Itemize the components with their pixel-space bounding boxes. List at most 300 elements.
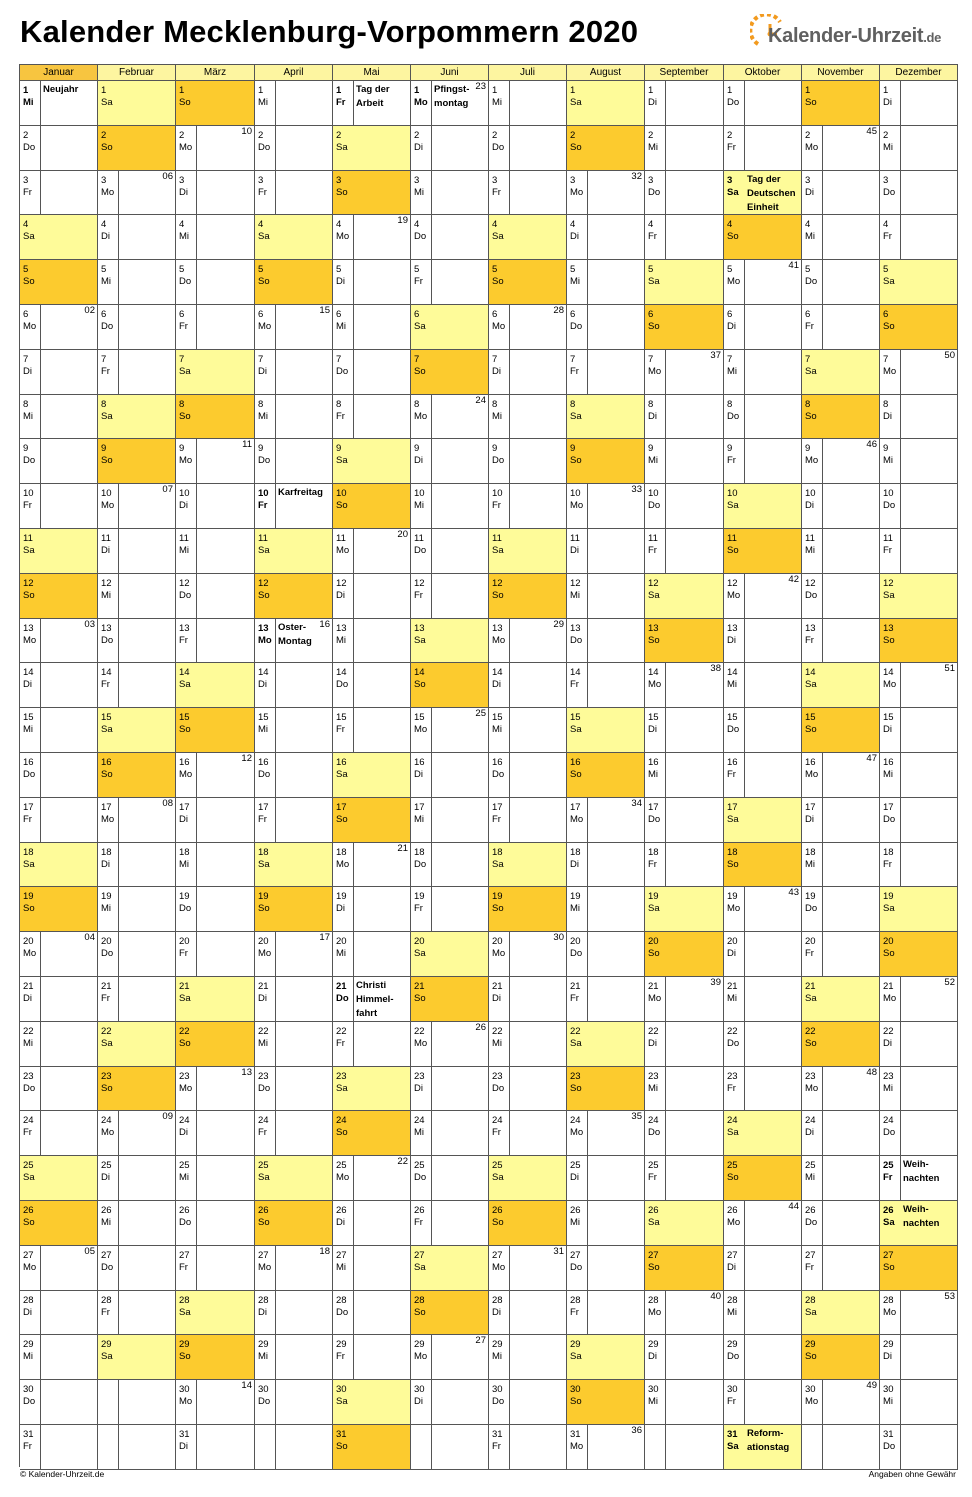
day-note-area — [276, 663, 332, 707]
day-cell — [489, 171, 567, 215]
day-note-area — [588, 260, 644, 304]
day-cell — [802, 171, 880, 215]
day-label: 14 Di — [20, 663, 41, 707]
day-cell — [333, 708, 411, 753]
day-label: 10 Di — [176, 484, 197, 528]
day-cell — [645, 484, 724, 529]
day-label: 15 Di — [880, 708, 901, 752]
week-number: 38 — [710, 663, 721, 674]
day-note-area — [823, 171, 879, 214]
day-cell — [724, 932, 802, 977]
day-label: 24 Mi — [411, 1111, 432, 1155]
week-number: 25 — [475, 708, 486, 719]
day-note-area — [354, 350, 410, 394]
day-cell — [802, 260, 880, 305]
day-cell — [20, 708, 98, 753]
day-cell — [724, 887, 802, 932]
day-note-area — [745, 81, 801, 125]
day-cell — [255, 260, 333, 305]
day-note-area — [745, 260, 801, 304]
day-label: 1 Sa — [98, 81, 119, 125]
day-label: 25 Fr — [645, 1156, 666, 1200]
day-label: 2 Fr — [724, 126, 745, 170]
day-label: 11 Fr — [880, 529, 901, 573]
day-note-area — [510, 932, 566, 976]
day-note-area — [119, 305, 175, 349]
day-label: 12 Sa — [880, 574, 901, 618]
day-label: 4 Fr — [880, 215, 901, 259]
day-note-area — [432, 932, 488, 976]
day-label: 12 Mi — [98, 574, 119, 618]
day-note-area — [901, 708, 957, 752]
day-note-area — [197, 484, 254, 528]
day-note-area — [354, 843, 410, 886]
day-label: 30 Mo — [802, 1380, 823, 1424]
day-label: 3 Mo — [98, 171, 119, 214]
day-note-area — [666, 574, 723, 618]
day-label: 9 Do — [489, 439, 510, 483]
day-label: 8 Mi — [255, 395, 276, 438]
day-note-area — [41, 439, 97, 483]
week-number: 13 — [241, 1067, 252, 1078]
day-label: 25 Di — [98, 1156, 119, 1200]
day-label: 28 Di — [255, 1291, 276, 1334]
day-label: 11 So — [724, 529, 745, 573]
day-note-area — [823, 1291, 879, 1334]
day-note-area — [901, 439, 957, 483]
day-note-area — [901, 1425, 957, 1469]
day-label: 19 Mi — [567, 887, 588, 931]
day-label: 20 So — [645, 932, 666, 976]
day-cell — [20, 305, 98, 350]
holiday-cell — [333, 977, 411, 1022]
day-note-area — [432, 843, 488, 886]
day-label: 10 Do — [645, 484, 666, 528]
day-cell — [98, 574, 176, 619]
day-cell — [724, 1201, 802, 1246]
day-cell — [411, 1111, 489, 1156]
day-label: 1 So — [802, 81, 823, 125]
day-cell — [98, 708, 176, 753]
day-label: 9 Mo — [802, 439, 823, 483]
day-cell — [333, 619, 411, 663]
day-label: 24 Di — [802, 1111, 823, 1155]
day-note-area — [197, 81, 254, 125]
day-label: 5 So — [489, 260, 510, 304]
day-label: 19 Sa — [880, 887, 901, 931]
day-note-area — [901, 1201, 957, 1245]
day-note-area — [588, 171, 644, 214]
day-note-area — [823, 260, 879, 304]
day-note-area — [197, 171, 254, 214]
day-note-area — [510, 81, 566, 125]
day-note-area — [901, 305, 957, 349]
month-header: September — [645, 65, 724, 81]
copyright-note: © Kalender-Uhrzeit.de — [20, 1469, 105, 1479]
holiday-cell — [333, 81, 411, 126]
day-cell — [98, 81, 176, 126]
day-cell — [567, 215, 645, 260]
day-cell — [567, 977, 645, 1022]
day-cell — [411, 932, 489, 977]
day-label: 7 Sa — [176, 350, 197, 394]
day-note-area — [745, 439, 801, 483]
day-cell — [98, 171, 176, 215]
day-label: 26 So — [489, 1201, 510, 1245]
week-number: 27 — [475, 1335, 486, 1346]
day-label: 22 So — [802, 1022, 823, 1066]
day-note-area — [276, 1067, 332, 1110]
day-label: 22 Sa — [98, 1022, 119, 1066]
day-label: 27 Do — [567, 1246, 588, 1290]
day-cell — [411, 260, 489, 305]
week-number: 04 — [84, 932, 95, 943]
day-note-area — [354, 1425, 410, 1469]
day-note-area — [197, 1425, 254, 1469]
day-cell — [489, 843, 567, 887]
day-label: 4 Sa — [489, 215, 510, 259]
day-note-area — [510, 126, 566, 170]
day-cell — [255, 1380, 333, 1425]
day-label: 11 Mi — [176, 529, 197, 573]
day-label: 15 Mi — [255, 708, 276, 752]
week-number: 32 — [631, 171, 642, 182]
day-note-area — [354, 1111, 410, 1155]
day-cell — [333, 887, 411, 932]
day-label: 19 Do — [802, 887, 823, 931]
day-cell — [98, 1291, 176, 1335]
day-label: 23 Mo — [802, 1067, 823, 1110]
day-cell — [98, 1246, 176, 1291]
day-label: 27 Mo — [489, 1246, 510, 1290]
day-cell — [489, 215, 567, 260]
day-cell — [724, 1335, 802, 1380]
day-note-area — [354, 1335, 410, 1379]
day-label: 1 So — [176, 81, 197, 125]
day-note-area — [354, 753, 410, 797]
day-note-area — [745, 798, 801, 842]
day-cell — [489, 395, 567, 439]
day-note-area — [41, 1022, 97, 1066]
week-number: 21 — [397, 843, 408, 854]
day-note-area — [510, 350, 566, 394]
calendar-grid — [19, 64, 958, 1467]
day-cell — [98, 1156, 176, 1201]
day-cell — [411, 350, 489, 395]
day-note-area — [666, 708, 723, 752]
day-note-area — [666, 1335, 723, 1379]
day-label: 5 Fr — [411, 260, 432, 304]
day-cell — [567, 753, 645, 798]
day-note-area — [823, 1246, 879, 1290]
day-cell — [880, 529, 958, 574]
day-note-area — [510, 663, 566, 707]
day-note-area — [119, 1201, 175, 1245]
day-cell — [567, 1380, 645, 1425]
day-cell — [176, 305, 255, 350]
day-label: 27 So — [645, 1246, 666, 1290]
day-note-area — [41, 215, 97, 259]
week-number: 06 — [162, 171, 173, 182]
day-label: 18 Mo — [333, 843, 354, 886]
day-cell — [645, 81, 724, 126]
day-label: 21 So — [411, 977, 432, 1021]
day-label: 12 So — [489, 574, 510, 618]
day-label: 23 Mi — [645, 1067, 666, 1110]
day-note-area — [588, 1201, 644, 1245]
day-cell — [411, 395, 489, 439]
day-cell — [176, 663, 255, 708]
day-label: 26 Mi — [98, 1201, 119, 1245]
day-note-area — [666, 932, 723, 976]
day-cell — [489, 663, 567, 708]
day-label: 31 So — [333, 1425, 354, 1469]
day-label: 20 Do — [567, 932, 588, 976]
day-cell — [880, 753, 958, 798]
day-label: 6 Do — [567, 305, 588, 349]
day-cell — [802, 81, 880, 126]
day-note-area — [354, 439, 410, 483]
day-note-area — [197, 1246, 254, 1290]
day-note-area — [119, 798, 175, 842]
day-cell — [724, 439, 802, 484]
day-note-area — [588, 1335, 644, 1379]
day-cell — [880, 1111, 958, 1156]
day-note-area — [823, 887, 879, 931]
day-label: 29 Mo — [411, 1335, 432, 1379]
day-note-area — [588, 798, 644, 842]
day-label: 22 Mo — [411, 1022, 432, 1066]
day-note-area — [432, 574, 488, 618]
day-label: 29 Sa — [567, 1335, 588, 1379]
day-cell — [567, 887, 645, 932]
day-note-area — [276, 350, 332, 394]
day-cell — [489, 977, 567, 1022]
day-label: 6 Di — [724, 305, 745, 349]
day-label: 8 Di — [880, 395, 901, 438]
day-note-area — [510, 798, 566, 842]
day-label: 13 Do — [98, 619, 119, 662]
day-cell — [255, 395, 333, 439]
day-cell — [489, 619, 567, 663]
day-note-area — [901, 350, 957, 394]
day-label: 10 Sa — [724, 484, 745, 528]
day-label: 16 Mi — [645, 753, 666, 797]
day-note-area — [901, 753, 957, 797]
holiday-name: Christi Himmel- fahrt — [356, 980, 394, 1019]
day-note-area — [510, 1111, 566, 1155]
day-note-area — [510, 171, 566, 214]
day-label: 25 Sa — [20, 1156, 41, 1200]
day-note-area — [197, 753, 254, 797]
day-cell — [255, 932, 333, 977]
day-label: 20 Di — [724, 932, 745, 976]
day-label: 12 So — [20, 574, 41, 618]
day-label: 15 Mi — [20, 708, 41, 752]
day-label: 30 Mi — [645, 1380, 666, 1424]
day-note-area — [823, 977, 879, 1021]
day-label: 11 Mo — [333, 529, 354, 573]
day-label: 9 Sa — [333, 439, 354, 483]
day-label: 29 Sa — [98, 1335, 119, 1379]
day-note-area — [276, 1380, 332, 1424]
day-cell — [567, 708, 645, 753]
day-label: 21 Fr — [98, 977, 119, 1021]
day-label: 19 So — [20, 887, 41, 931]
day-label: 8 Fr — [333, 395, 354, 438]
day-label: 10 Fr — [489, 484, 510, 528]
day-note-area — [119, 350, 175, 394]
day-label: 18 Sa — [255, 843, 276, 886]
day-label: 17 Fr — [489, 798, 510, 842]
day-label: 4 So — [724, 215, 745, 259]
day-label: 11 Sa — [489, 529, 510, 573]
day-cell — [255, 1335, 333, 1380]
day-label: 9 Fr — [724, 439, 745, 483]
day-note-area — [276, 484, 332, 528]
day-label: 19 Mo — [724, 887, 745, 931]
month-header: Dezember — [880, 65, 958, 81]
day-label: 25 Di — [567, 1156, 588, 1200]
day-label: 15 Do — [724, 708, 745, 752]
day-cell — [567, 439, 645, 484]
day-label: 14 Mi — [724, 663, 745, 707]
day-label — [98, 1380, 119, 1424]
day-note-area — [588, 439, 644, 483]
week-number: 34 — [631, 798, 642, 809]
day-label: 17 Di — [176, 798, 197, 842]
day-note-area — [745, 574, 801, 618]
day-label: 17 Mo — [98, 798, 119, 842]
day-label: 5 So — [255, 260, 276, 304]
day-note-area — [666, 529, 723, 573]
day-cell — [98, 843, 176, 887]
day-cell — [645, 708, 724, 753]
day-label: 22 Do — [724, 1022, 745, 1066]
day-note-area — [588, 663, 644, 707]
day-label: 16 So — [98, 753, 119, 797]
day-note-area — [354, 126, 410, 170]
day-cell — [724, 1022, 802, 1067]
week-number: 48 — [866, 1067, 877, 1078]
day-cell — [567, 1425, 645, 1470]
day-cell — [98, 663, 176, 708]
day-note-area — [197, 395, 254, 438]
day-note-area — [276, 1291, 332, 1334]
day-note-area — [666, 977, 723, 1021]
brand-logo[interactable] — [750, 14, 960, 56]
day-label: 17 Fr — [255, 798, 276, 842]
day-note-area — [588, 1067, 644, 1110]
day-label: 15 So — [176, 708, 197, 752]
day-cell — [411, 484, 489, 529]
day-note-area — [745, 350, 801, 394]
day-note-area — [432, 260, 488, 304]
day-label: 8 Sa — [567, 395, 588, 438]
day-label: 10 Fr — [20, 484, 41, 528]
day-cell — [645, 171, 724, 215]
day-note-area — [119, 484, 175, 528]
day-cell — [724, 708, 802, 753]
day-label: 15 Mo — [411, 708, 432, 752]
day-note-area — [666, 350, 723, 394]
day-label: 31 Fr — [489, 1425, 510, 1469]
holiday-cell — [255, 619, 333, 663]
day-label: 12 Mo — [724, 574, 745, 618]
day-label: 18 Fr — [880, 843, 901, 886]
day-note-area — [197, 1067, 254, 1110]
week-number: 11 — [242, 439, 252, 450]
day-note-area — [197, 887, 254, 931]
day-cell — [645, 619, 724, 663]
day-cell — [333, 1022, 411, 1067]
day-cell — [98, 1022, 176, 1067]
day-note-area — [666, 1246, 723, 1290]
day-label: 3 Do — [880, 171, 901, 214]
day-label: 5 Mi — [98, 260, 119, 304]
day-cell — [411, 843, 489, 887]
day-label: 18 Do — [411, 843, 432, 886]
day-note-area — [354, 260, 410, 304]
day-label: 20 Mo — [489, 932, 510, 976]
day-cell — [98, 887, 176, 932]
day-cell — [880, 1291, 958, 1335]
day-label: 3 Do — [645, 171, 666, 214]
day-cell — [176, 932, 255, 977]
day-note-area — [823, 843, 879, 886]
day-label: 27 So — [880, 1246, 901, 1290]
day-label: 10 So — [333, 484, 354, 528]
day-label: 8 Sa — [98, 395, 119, 438]
day-cell — [489, 798, 567, 843]
day-cell — [880, 395, 958, 439]
day-label: 21 Sa — [802, 977, 823, 1021]
day-note-area — [588, 1156, 644, 1200]
day-label: 28 Sa — [802, 1291, 823, 1334]
day-note-area — [354, 1246, 410, 1290]
month-header: April — [255, 65, 333, 81]
day-note-area — [119, 1067, 175, 1110]
day-note-area — [510, 260, 566, 304]
day-label: 17 Do — [880, 798, 901, 842]
day-cell — [176, 395, 255, 439]
day-label: 18 Di — [98, 843, 119, 886]
day-cell — [333, 484, 411, 529]
day-note-area — [666, 1111, 723, 1155]
day-note-area — [510, 753, 566, 797]
day-cell — [20, 126, 98, 171]
day-note-area — [901, 887, 957, 931]
day-label: 29 Mi — [255, 1335, 276, 1379]
day-cell — [176, 753, 255, 798]
day-note-area — [119, 619, 175, 662]
day-cell — [176, 1425, 255, 1470]
day-label: 26 Mo — [724, 1201, 745, 1245]
day-note-area — [432, 619, 488, 662]
day-label: 23 Do — [489, 1067, 510, 1110]
day-note-area — [354, 1380, 410, 1424]
day-note-area — [276, 529, 332, 573]
week-number: 29 — [553, 619, 564, 630]
day-cell — [255, 1246, 333, 1291]
day-note-area — [432, 753, 488, 797]
day-cell — [880, 1022, 958, 1067]
day-note-area — [823, 932, 879, 976]
week-number: 44 — [788, 1201, 799, 1212]
day-cell — [255, 439, 333, 484]
day-label: 9 Mi — [880, 439, 901, 483]
day-note-area — [197, 1335, 254, 1379]
